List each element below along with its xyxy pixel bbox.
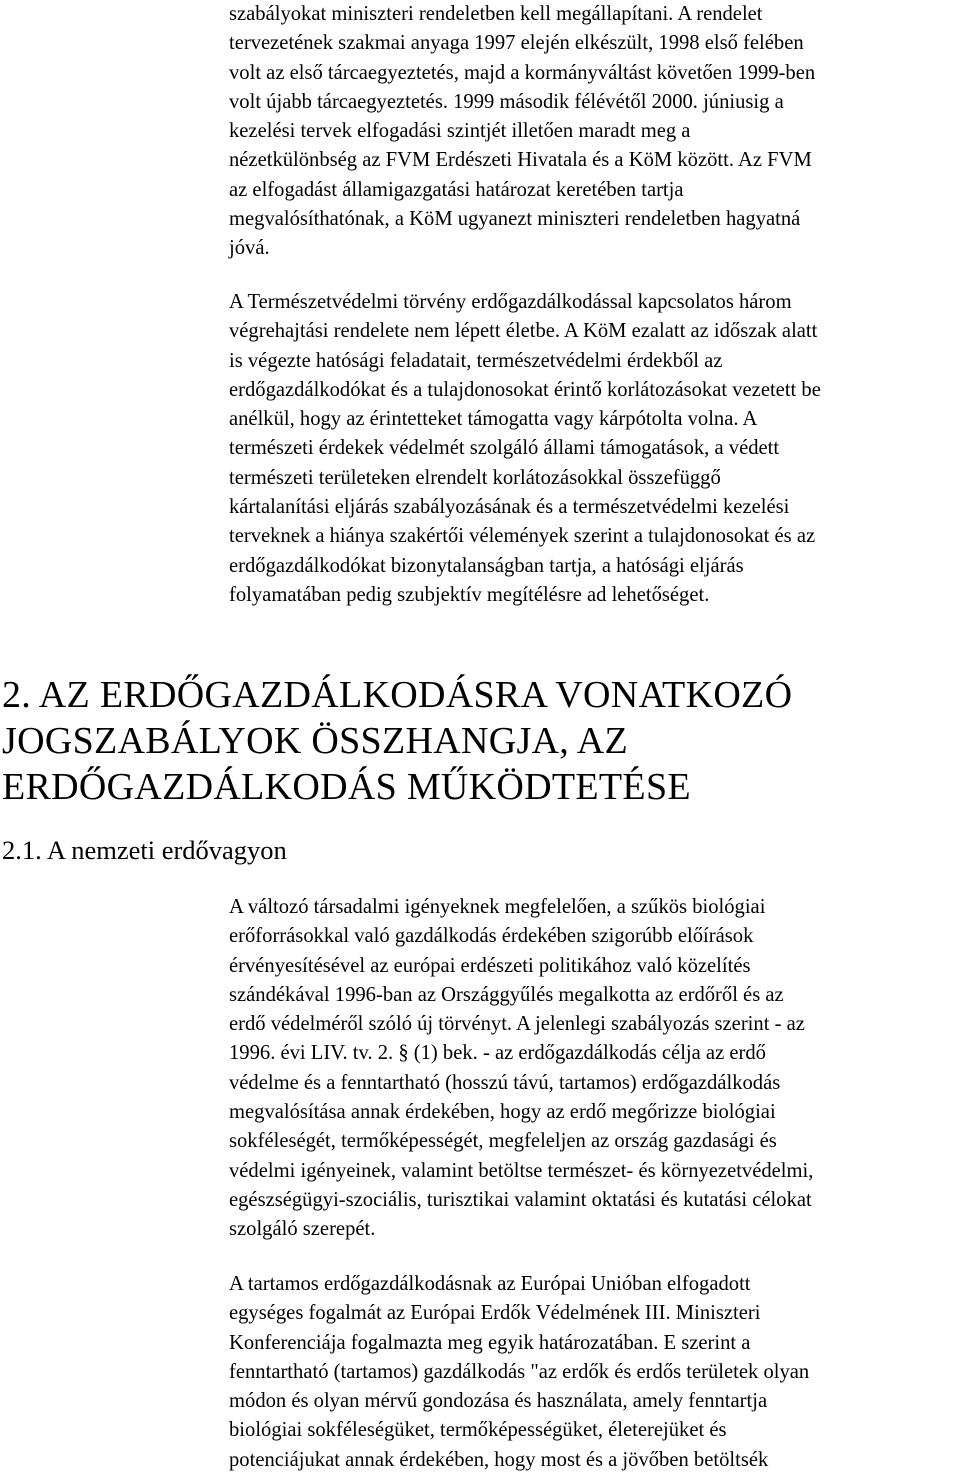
text-line: anélkül, hogy az érintetteket támogatta vagy kárpótolta volna. A bbox=[229, 408, 758, 431]
text-line: fenntartható (tartamos) gazdálkodás "az erdők és erdős területek olyan bbox=[229, 1360, 810, 1383]
text-line: végrehajtási rendelete nem lépett életbe. A KöM ezalatt az időszak alatt bbox=[229, 320, 818, 343]
text-line: egységes fogalmát az Európai Erdők Védelmének III. Miniszteri bbox=[229, 1302, 761, 1325]
text-line: Konferenciája fogalmazta meg egyik határozatában. E szerint a bbox=[229, 1331, 751, 1354]
text-line: A tartamos erdőgazdálkodásnak az Európai Unióban elfogadott bbox=[229, 1273, 751, 1295]
paragraph-regulation-status bbox=[229, 0, 957, 264]
paragraph-forest-law bbox=[229, 893, 957, 1245]
text-line: is végezte hatósági feladatait, természetvédelmi érdekből az bbox=[229, 349, 723, 372]
heading-line: 2. AZ ERDŐGAZDÁLKODÁSRA VONATKOZÓ bbox=[2, 674, 793, 716]
text-line: volt az első tárcaegyeztetés, majd a kormányváltást követően 1999-ben bbox=[229, 61, 816, 84]
text-line: potenciájukat annak érdekében, hogy most és a jövőben betöltsék bbox=[229, 1448, 769, 1471]
heading-line: ERDŐGAZDÁLKODÁS MŰKÖDTETÉSE bbox=[2, 766, 691, 808]
text-line: védelme és a fenntartható (hosszú távú, tartamos) erdőgazdálkodás bbox=[229, 1071, 781, 1094]
text-line: szándékával 1996-ban az Országgyűlés megalkotta az erdőről és az bbox=[229, 983, 784, 1006]
text-line: az elfogadást államigazgatási határozat keretében tartja bbox=[229, 178, 684, 201]
text-line: megvalósíthatónak, a KöM ugyanezt miniszteri rendeletben hagyatná bbox=[229, 208, 801, 231]
paragraph-sustainable-management bbox=[229, 1270, 957, 1475]
text-line: A változó társadalmi igényeknek megfelelően, a szűkös biológiai bbox=[229, 896, 766, 918]
text-line: jóvá. bbox=[229, 237, 270, 260]
text-line: erőforrásokkal való gazdálkodás érdekében szigorúbb előírások bbox=[229, 925, 754, 948]
text-line: erdőgazdálkodókat bizonytalanságban tartja, a hatósági eljárás bbox=[229, 554, 744, 577]
text-line: természeti érdekek védelmét szolgáló állami támogatások, a védett bbox=[229, 437, 780, 460]
text-line: természeti területeken elrendelt korlátozásokkal összefüggő bbox=[229, 466, 721, 489]
text-line: 1996. évi LIV. tv. 2. § (1) bek. - az erdőgazdálkodás célja az erdő bbox=[229, 1042, 766, 1065]
text-line: kártalanítási eljárás szabályozásának és a természetvédelmi kezelési bbox=[229, 496, 790, 519]
text-line: erdő védelméről szóló új törvényt. A jelenlegi szabályozás szerint - az bbox=[229, 1013, 805, 1036]
text-line: védelmi igényeinek, valamint betöltse természet- és környezetvédelmi, bbox=[229, 1159, 814, 1182]
text-line: sokféleségét, termőképességét, megfeleljen az ország gazdasági és bbox=[229, 1130, 777, 1153]
text-line: nézetkülönbség az FVM Erdészeti Hivatala és a KöM között. Az FVM bbox=[229, 149, 812, 172]
text-line: tervezetének szakmai anyaga 1997 elején elkészült, 1998 első felében bbox=[229, 32, 804, 55]
text-line: érvényesítésével az európai erdészeti politikához való közelítés bbox=[229, 954, 751, 977]
text-line: egészségügyi-szociális, turisztikai valamint oktatási és kutatási célokat bbox=[229, 1188, 812, 1211]
text-line: erdőgazdálkodókat és a tulajdonosokat érintő korlátozásokat vezetett be bbox=[229, 378, 821, 401]
text-line: biológiai sokféleségüket, termőképességüket, életerejüket és bbox=[229, 1419, 727, 1442]
text-line: volt újabb tárcaegyeztetés. 1999 második félévétől 2000. júniusig a bbox=[229, 90, 784, 113]
text-line: kezelési tervek elfogadási szintjét illetően maradt meg a bbox=[229, 120, 691, 143]
subsection-heading: 2.1. A nemzeti erdővagyon bbox=[2, 835, 287, 865]
section-heading bbox=[2, 672, 792, 810]
text-line: szolgáló szerepét. bbox=[229, 1218, 376, 1241]
text-line: terveknek a hiánya szakértői vélemények szerint a tulajdonosokat és az bbox=[229, 525, 816, 548]
text-line: szabályokat miniszteri rendeletben kell megállapítani. A rendelet bbox=[229, 3, 763, 25]
text-line: folyamatában pedig szubjektív megítélésre ad lehetőséget. bbox=[229, 583, 710, 606]
text-line: módon és olyan mérvű gondozása és használata, amely fenntartja bbox=[229, 1390, 768, 1413]
text-line: megvalósítása annak érdekében, hogy az erdő megőrizze biológiai bbox=[229, 1101, 776, 1124]
paragraph-nature-protection-law bbox=[229, 288, 957, 610]
text-line: A Természetvédelmi törvény erdőgazdálkodással kapcsolatos három bbox=[229, 291, 792, 313]
heading-line: JOGSZABÁLYOK ÖSSZHANGJA, AZ bbox=[2, 720, 629, 762]
